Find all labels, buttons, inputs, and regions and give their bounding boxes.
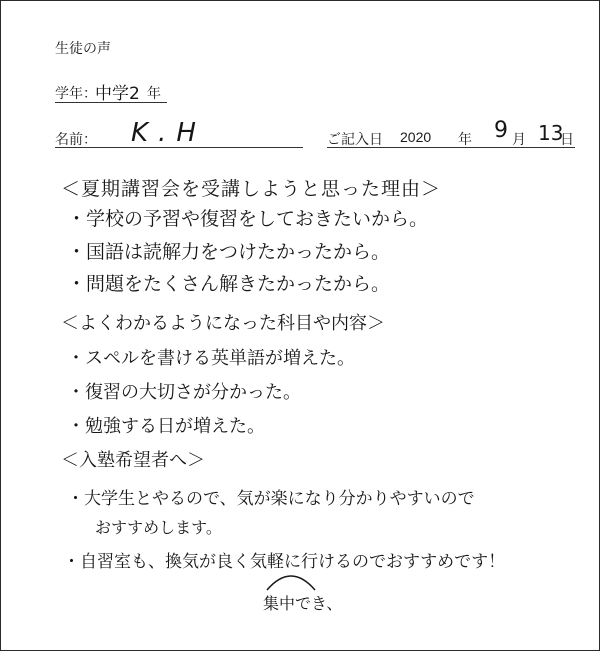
date-day-unit: 日 bbox=[560, 131, 574, 147]
insertion-note: 集中でき、 bbox=[263, 594, 343, 613]
grade-suffix: 年 bbox=[147, 85, 161, 101]
date-year-unit: 年 bbox=[458, 131, 472, 147]
name-label: 名前： bbox=[55, 131, 97, 147]
section-heading-message: ＜入塾希望者へ＞ bbox=[61, 450, 205, 471]
name-underline bbox=[55, 147, 303, 148]
reason-item: ・国語は読解力をつけたかったから。 bbox=[67, 241, 391, 263]
grade-value: 中学2 bbox=[95, 84, 140, 104]
reason-item: ・学校の予習や復習をしておきたいから。 bbox=[67, 208, 429, 230]
form-title: 生徒の声 bbox=[55, 40, 111, 56]
message-item: ・大学生とやるので、気が楽になり分かりやすいので bbox=[67, 489, 475, 509]
date-year: 2020 bbox=[400, 129, 432, 145]
date-label: ご記入日 bbox=[327, 131, 383, 147]
date-day: 13 bbox=[538, 121, 564, 145]
date-month-unit: 月 bbox=[512, 131, 526, 147]
section-heading-improved: ＜よくわかるようになった科目や内容＞ bbox=[61, 313, 385, 334]
message-item-continued: おすすめします。 bbox=[95, 518, 222, 537]
insertion-caret-mark bbox=[263, 566, 319, 592]
name-value: K.H bbox=[131, 118, 206, 148]
grade-label: 学年： bbox=[55, 85, 97, 101]
improved-item: ・勉強する日が増えた。 bbox=[67, 416, 265, 437]
section-heading-reason: ＜夏期講習会を受講しようと思った理由＞ bbox=[61, 178, 442, 200]
reason-item: ・問題をたくさん解きたかったから。 bbox=[67, 273, 391, 295]
grade-underline bbox=[55, 102, 167, 103]
date-underline bbox=[327, 147, 575, 148]
date-month: 9 bbox=[494, 118, 508, 143]
improved-item: ・スペルを書ける英単語が増えた。 bbox=[67, 348, 355, 369]
message-item: ・自習室も、換気が良く気軽に行けるのでおすすめです！ bbox=[63, 552, 506, 572]
improved-item: ・復習の大切さが分かった。 bbox=[67, 382, 301, 403]
